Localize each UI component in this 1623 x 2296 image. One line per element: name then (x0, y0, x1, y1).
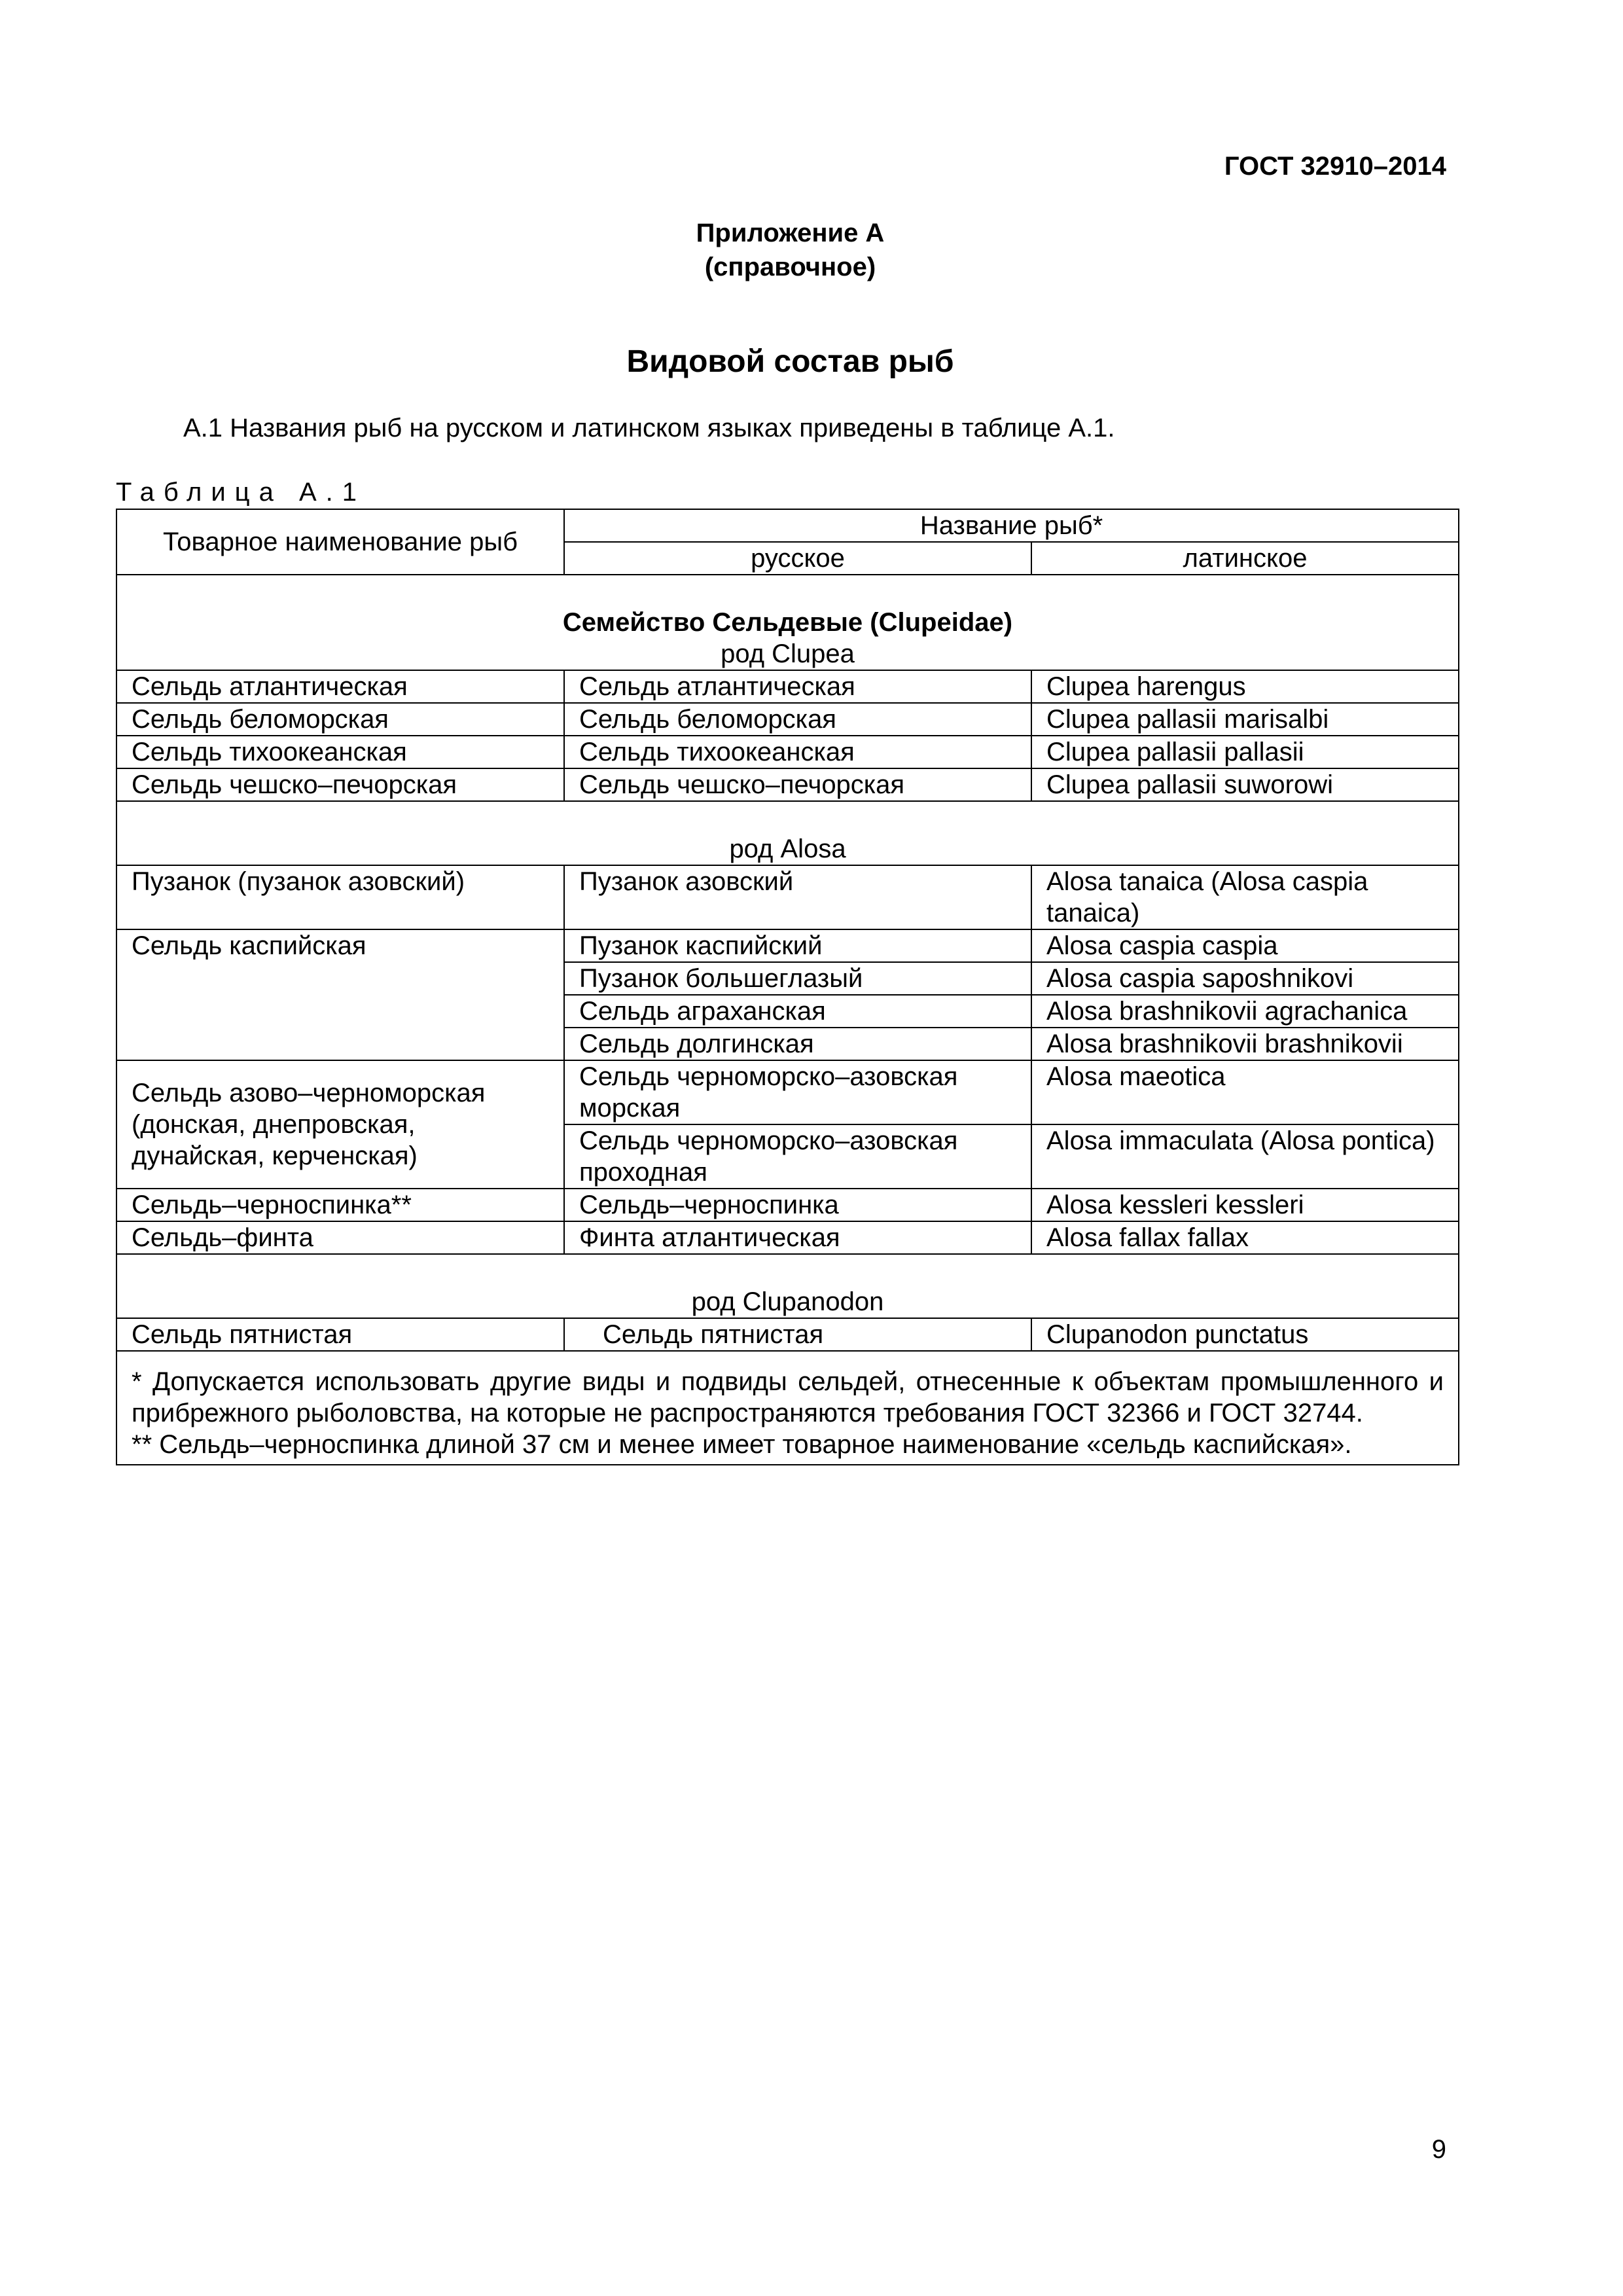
latin-name-cell: Alosa tanaica (Alosa caspia tanaica) (1031, 865, 1459, 929)
latin-name-cell: Alosa caspia saposhnikovi (1031, 962, 1459, 995)
family-row (116, 575, 1459, 670)
header-russian: русское (564, 542, 1031, 575)
trade-name-cell: Сельдь–финта (116, 1221, 564, 1254)
table-row (116, 1189, 1459, 1221)
trade-name-cell: Пузанок (пузанок азовский) (116, 865, 564, 929)
table-row (116, 670, 1459, 703)
fish-species-table (116, 509, 1459, 1465)
genus-row (116, 1254, 1459, 1318)
table-row (116, 1318, 1459, 1351)
table-row (116, 929, 1459, 962)
russian-name-cell: Сельдь атлантическая (564, 670, 1031, 703)
russian-name-cell: Пузанок азовский (564, 865, 1031, 929)
family-label: Семейство Сельдевые (Clupeidae) (562, 608, 1013, 637)
russian-name-cell: Сельдь–черноспинка (564, 1189, 1031, 1221)
trade-name-cell: Сельдь тихоокеанская (116, 736, 564, 768)
latin-name-cell: Alosa maeotica (1031, 1060, 1459, 1124)
russian-name-cell: Сельдь тихоокеанская (564, 736, 1031, 768)
latin-name-cell: Alosa kessleri kessleri (1031, 1189, 1459, 1221)
trade-name-cell: Сельдь чешско–печорская (116, 768, 564, 801)
appendix-title: Приложение А (696, 219, 885, 247)
trade-name-cell: Сельдь атлантическая (116, 670, 564, 703)
table-row (116, 736, 1459, 768)
header-fish-name-group: Название рыб* (564, 509, 1459, 542)
table-row (116, 703, 1459, 736)
latin-name-cell: Clupanodon punctatus (1031, 1318, 1459, 1351)
document-number: ГОСТ 32910–2014 (1224, 152, 1446, 181)
russian-name-cell: Сельдь черноморско–азовская проходная (564, 1124, 1031, 1189)
latin-name-cell: Alosa brashnikovii brashnikovii (1031, 1028, 1459, 1060)
latin-name-cell: Alosa brashnikovii agrachanica (1031, 995, 1459, 1028)
notes-row (116, 1351, 1459, 1465)
latin-name-cell: Clupea pallasii suworowi (1031, 768, 1459, 801)
intro-paragraph: А.1 Названия рыб на русском и латинском языках приведены в таблице А.1. (183, 414, 1115, 442)
table-row (116, 1060, 1459, 1124)
latin-name-cell: Clupea pallasii pallasii (1031, 736, 1459, 768)
russian-name-cell: Сельдь чешско–печорская (564, 768, 1031, 801)
trade-name-cell: Сельдь беломорская (116, 703, 564, 736)
genus-label: род Clupanodon (116, 1254, 1459, 1318)
latin-name-cell: Alosa immaculata (Alosa pontica) (1031, 1124, 1459, 1189)
header-trade-name: Товарное наименование рыб (116, 509, 564, 575)
trade-name-cell: Сельдь пятнистая (116, 1318, 564, 1351)
table-row (116, 768, 1459, 801)
russian-name-cell: Финта атлантическая (564, 1221, 1031, 1254)
latin-name-cell: Clupea pallasii marisalbi (1031, 703, 1459, 736)
russian-name-cell: Сельдь черноморско–азовская морская (564, 1060, 1031, 1124)
page-number: 9 (1431, 2135, 1446, 2164)
table-row (116, 865, 1459, 929)
table-header-row (116, 509, 1459, 542)
latin-name-cell: Alosa fallax fallax (1031, 1221, 1459, 1254)
table-row (116, 1221, 1459, 1254)
trade-name-cell: Сельдь каспийская (116, 929, 564, 1060)
genus-row (116, 801, 1459, 865)
appendix-subtitle: (справочное) (704, 253, 876, 281)
russian-name-cell: Сельдь аграханская (564, 995, 1031, 1028)
genus-label: род Alosa (116, 801, 1459, 865)
russian-name-cell: Пузанок большеглазый (564, 962, 1031, 995)
russian-name-cell: Пузанок каспийский (564, 929, 1031, 962)
trade-name-cell: Сельдь азово–черноморская (донская, днепровская, дунайская, керченская) (116, 1060, 564, 1189)
latin-name-cell: Clupea harengus (1031, 670, 1459, 703)
russian-name-cell: Сельдь пятнистая (564, 1318, 1031, 1351)
table-notes (116, 1351, 1459, 1465)
footnote-1: * Допускается использовать другие виды и подвиды сельдей, отнесенные к объектам промышленного и прибрежного рыболовства, на которые не распространяются требования ГОСТ 32366 и ГОСТ 32744. (132, 1367, 1444, 1427)
latin-name-cell: Alosa caspia caspia (1031, 929, 1459, 962)
russian-name-cell: Сельдь долгинская (564, 1028, 1031, 1060)
section-heading: Видовой состав рыб (626, 344, 954, 379)
table-caption: Таблица А.1 (116, 478, 366, 507)
footnote-2: ** Сельдь–черноспинка длиной 37 см и менее имеет товарное наименование «сельдь каспийская». (132, 1430, 1352, 1459)
header-latin: латинское (1031, 542, 1459, 575)
genus-label: род Clupea (721, 639, 855, 668)
trade-name-cell: Сельдь–черноспинка** (116, 1189, 564, 1221)
russian-name-cell: Сельдь беломорская (564, 703, 1031, 736)
appendix-block (0, 216, 1580, 284)
